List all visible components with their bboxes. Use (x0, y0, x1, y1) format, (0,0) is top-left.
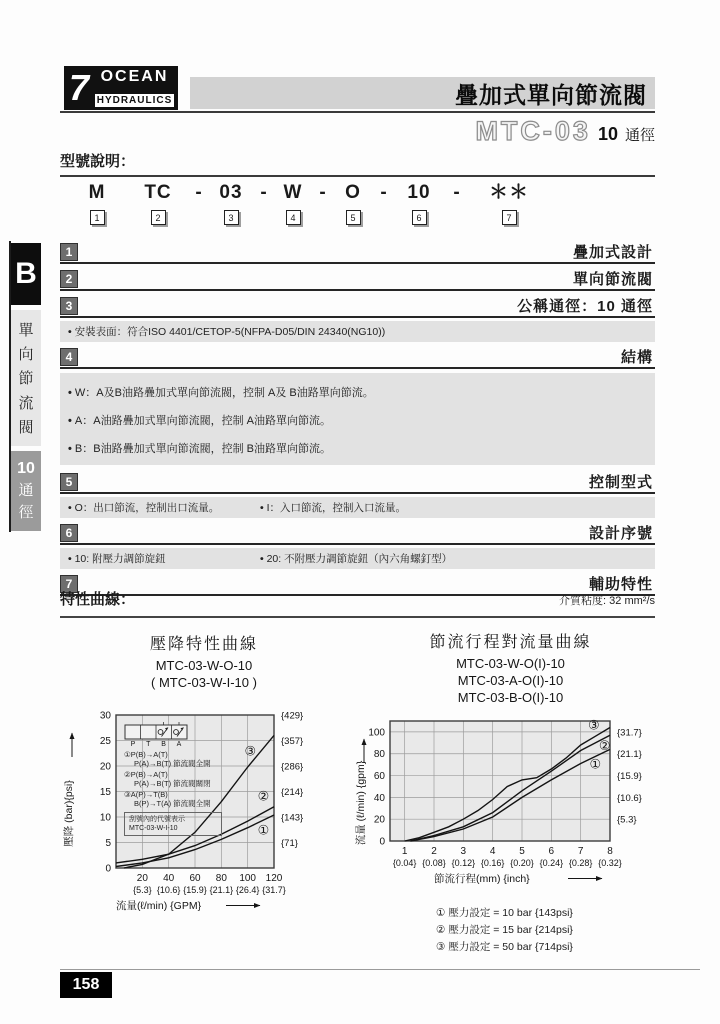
control-note-o: • O：出口節流，控制出口流量。 (68, 500, 260, 515)
model-code-rule (60, 175, 655, 177)
page-title-bar (190, 77, 655, 109)
code-part-text: ＊＊ (488, 182, 529, 203)
flow-stroke-chart (348, 629, 673, 956)
ytick-label: 60 (373, 771, 385, 783)
port-label-B: B (161, 741, 166, 748)
spec-row-3 (60, 295, 655, 318)
ytick2-label: {429} (281, 710, 304, 722)
xtick2-label: {0.16} (480, 858, 505, 868)
structure-notes (60, 373, 655, 465)
chart-model-line: MTC-03-A-O(I)-10 (457, 673, 564, 688)
code-part-text: 10 (407, 182, 431, 203)
spec-title: 設計序號 (588, 525, 653, 542)
sidebar-category-char: 向 (18, 346, 34, 364)
curves-heading: 特性曲線： (60, 591, 136, 608)
code-part-text: TC (144, 182, 172, 203)
xtick2-label: {0.32} (598, 858, 622, 868)
spec-badge: 5 (60, 473, 78, 491)
code-part (66, 182, 128, 225)
code-part (128, 182, 188, 225)
series-label-②: ② (257, 788, 270, 804)
xtick2-label: {26.4} (235, 885, 260, 895)
spec-badge: 6 (60, 524, 78, 542)
ytick2-label: {71} (281, 838, 298, 849)
xtick-label: 20 (136, 873, 148, 884)
logo-ocean-text: OCEAN (100, 68, 169, 85)
x-axis-label: 節流行程(mm) {inch} (434, 873, 530, 885)
structure-note-b: • B：B油路疊加式單向節流閥，控制 B油路單向節流。 (68, 440, 647, 456)
spec-section (60, 241, 655, 596)
model-code-row (66, 182, 544, 225)
spec-row-1 (60, 241, 655, 264)
ytick2-label: {10.6} (617, 792, 642, 804)
xtick-label: 4 (489, 846, 496, 857)
xtick2-label: {0.12} (451, 858, 476, 868)
xtick2-label: {0.20} (510, 858, 534, 868)
xtick2-label: {21.1} (209, 885, 234, 895)
header-rule (60, 111, 655, 113)
legend-entry-2: ②P(B)→A(T) P(A)→B(T) 節流閥關閉 (124, 770, 211, 788)
logo-hydraulics-text: HYDRAULICS (94, 93, 175, 108)
logo-seven-glyph: 7 (68, 67, 90, 108)
pressure-note-1: ① 壓力設定 = 10 bar {143psi} (436, 907, 573, 919)
spec-badge: 4 (60, 348, 78, 366)
sidebar-tab-b: B (11, 243, 41, 305)
series-label-③: ③ (588, 717, 600, 733)
ytick-label: 25 (99, 736, 111, 747)
code-dash: - (260, 182, 268, 203)
control-note-i: • I：入口節流，控制入口流量。 (260, 500, 406, 515)
xtick-label: 1 (401, 846, 408, 857)
code-part (474, 182, 544, 225)
pressure-setting-notes (436, 905, 673, 956)
spec-row-5 (60, 471, 655, 494)
logo-text-block (94, 66, 178, 110)
sidebar-size-char: 徑 (18, 504, 34, 521)
code-part-text: O (345, 182, 361, 203)
structure-note-a: • A：A油路疊加式單向節流閥，控制 A油路單向節流。 (68, 412, 647, 428)
code-part-box: 6 (412, 210, 427, 225)
model-code-heading: 型號說明： (60, 153, 136, 170)
spec-row-4 (60, 346, 655, 369)
xtick2-label: {5.3} (133, 885, 152, 895)
pressure-drop-chart (58, 631, 350, 926)
flow-stroke-plot (352, 711, 667, 898)
pressure-note-2: ② 壓力設定 = 15 bar {214psi} (436, 924, 573, 936)
port-label-P: P (130, 741, 136, 748)
chart-models (348, 655, 673, 706)
xtick2-label: {10.6} (156, 885, 181, 895)
ytick2-label: {31.7} (617, 727, 642, 739)
xtick-label: 5 (519, 846, 525, 857)
port-label-T: T (146, 741, 151, 748)
xtick-label: 2 (431, 846, 437, 857)
spec-title: 結構 (620, 349, 653, 366)
ytick2-label: {15.9} (617, 771, 642, 783)
valve-symbol (124, 721, 194, 748)
code-part-box: 7 (502, 210, 517, 225)
ytick-label: 5 (105, 838, 111, 849)
curves-rule (60, 616, 655, 618)
chart-model-line: ( MTC-03-W-I-10 ) (151, 675, 257, 690)
series-label-③: ③ (244, 743, 257, 759)
chart-legend (124, 721, 246, 836)
code-part-box: 5 (346, 210, 361, 225)
ytick2-label: {357} (281, 736, 304, 747)
sidebar-size-number: 10 (17, 460, 35, 477)
ytick2-label: {5.3} (617, 814, 637, 826)
y-axis-label: 壓降 (bar){psi} (63, 780, 75, 847)
ytick-label: 15 (99, 787, 111, 798)
ytick2-label: {21.1} (617, 749, 642, 761)
legend-note-box: 刮號內的代號表示 MTC-03-W-I-10 (124, 812, 222, 836)
bore-unit: 通徑 (624, 127, 655, 144)
spec-title: 輔助特性 (588, 576, 653, 593)
xtick-label: 7 (577, 846, 584, 857)
ytick-label: 20 (373, 814, 385, 826)
sidebar-category-char: 單 (18, 322, 34, 340)
sidebar-category-char: 節 (18, 370, 34, 388)
series-label-①: ① (257, 822, 270, 838)
spec-badge: 2 (60, 270, 78, 288)
chart-model-line: MTC-03-W-O(I)-10 (456, 656, 565, 671)
xtick2-label: {0.08} (422, 858, 446, 868)
curves-heading-row (60, 588, 655, 609)
structure-note-w: • W：A及B油路疊加式單向節流閥，控制 A及 B油路單向節流。 (68, 384, 647, 400)
xtick2-label: {31.7} (262, 885, 286, 895)
ytick-label: 10 (99, 812, 111, 824)
spec-title: 公稱通徑：10 通徑 (517, 298, 653, 315)
series-label-②: ② (598, 738, 611, 754)
ytick-label: 30 (99, 710, 111, 722)
ytick2-label: {214} (281, 787, 304, 798)
xtick-label: 100 (239, 873, 257, 884)
y-axis-label: 流量 (ℓ/min) {gpm} (355, 760, 367, 846)
spec-badge: 3 (60, 297, 78, 315)
footer-rule (60, 969, 700, 970)
xtick-label: 40 (163, 873, 175, 884)
code-dash: - (453, 182, 461, 203)
xtick-label: 120 (265, 873, 283, 884)
page-title: 疊加式單向節流閥 (455, 81, 647, 108)
spec-badge: 7 (60, 575, 78, 593)
ytick-label: 0 (105, 863, 111, 875)
pressure-note-3: ③ 壓力設定 = 50 bar {714psi} (436, 941, 573, 953)
code-dash: - (319, 182, 327, 203)
xtick2-label: {15.9} (183, 885, 207, 895)
code-dash: - (380, 182, 388, 203)
series-label-①: ① (589, 756, 602, 772)
spec-row-2 (60, 268, 655, 291)
code-part-box: 2 (151, 210, 166, 225)
chart-plot-wrap (348, 706, 673, 903)
code-part (336, 182, 370, 225)
code-part-text: 03 (219, 182, 243, 203)
code-part (210, 182, 252, 225)
xtick2-label: {0.28} (568, 858, 593, 868)
mounting-note: • 安裝表面：符合ISO 4401/CETOP-5(NFPA-D05/DIN 24340(NG10)) (60, 321, 655, 342)
sidebar-size-char: 通 (18, 482, 34, 499)
bore-size: 10 (597, 124, 618, 144)
code-part-text: M (88, 182, 106, 203)
xtick-label: 8 (607, 846, 613, 857)
ytick2-label: {286} (281, 761, 304, 773)
chart-title: 節流行程對流量曲線 (429, 634, 592, 651)
chart-model-line: MTC-03-B-O(I)-10 (457, 690, 564, 705)
code-part (276, 182, 310, 225)
chart-plot-wrap (58, 691, 350, 926)
legend-entry-1: ①P(B)→A(T) P(A)→B(T) 節流閥全開 (124, 750, 211, 768)
xtick-label: 80 (215, 873, 227, 884)
design-notes (60, 548, 655, 569)
legend-entry-3: ③A(P)→T(B) B(P)→T(A) 節流閥全開 (124, 790, 211, 808)
spec-title: 控制型式 (588, 474, 653, 491)
ytick-label: 40 (373, 792, 385, 804)
viscosity-note: 介質粘度: 32 mm²/s (559, 595, 655, 607)
spec-title: 疊加式設計 (572, 244, 653, 261)
design-note-10: • 10: 附壓力調節旋鈕 (68, 551, 260, 566)
xtick-label: 3 (460, 846, 467, 857)
code-part (398, 182, 440, 225)
sidebar-category (11, 310, 41, 446)
sidebar-category-char: 閥 (18, 418, 34, 436)
xtick-label: 6 (548, 846, 555, 857)
chart-model-line: MTC-03-W-O-10 (155, 658, 253, 673)
port-label-A: A (176, 741, 182, 748)
page-number: 158 (60, 972, 112, 998)
model-line (60, 116, 655, 147)
xtick-label: 60 (189, 873, 201, 884)
ytick2-label: {143} (281, 812, 304, 824)
design-note-20: • 20: 不附壓力調節旋鈕（內六角螺釘型） (260, 551, 452, 566)
sidebar-category-char: 流 (18, 394, 34, 412)
x-axis-label: 流量(ℓ/min) {GPM} (116, 900, 202, 912)
ytick-label: 100 (368, 727, 385, 739)
spec-row-6 (60, 522, 655, 545)
code-part-box: 4 (286, 210, 301, 225)
chart-title: 壓降特性曲線 (149, 636, 258, 653)
plot-background (390, 721, 610, 841)
code-part-text: W (283, 182, 303, 203)
ytick-label: 80 (373, 749, 385, 761)
ytick-label: 20 (99, 761, 111, 773)
chart-models (58, 657, 350, 691)
brand-logo (64, 66, 178, 110)
control-notes (60, 497, 655, 518)
xtick2-label: {0.04} (392, 858, 417, 868)
spec-badge: 1 (60, 243, 78, 261)
sidebar-size (11, 451, 41, 531)
ytick-label: 0 (379, 836, 385, 848)
code-dash: - (195, 182, 203, 203)
code-part-box: 3 (224, 210, 239, 225)
code-part-box: 1 (90, 210, 105, 225)
xtick2-label: {0.24} (539, 858, 564, 868)
spec-title: 單向節流閥 (572, 271, 653, 288)
model-number: MTC-03 (475, 116, 591, 146)
